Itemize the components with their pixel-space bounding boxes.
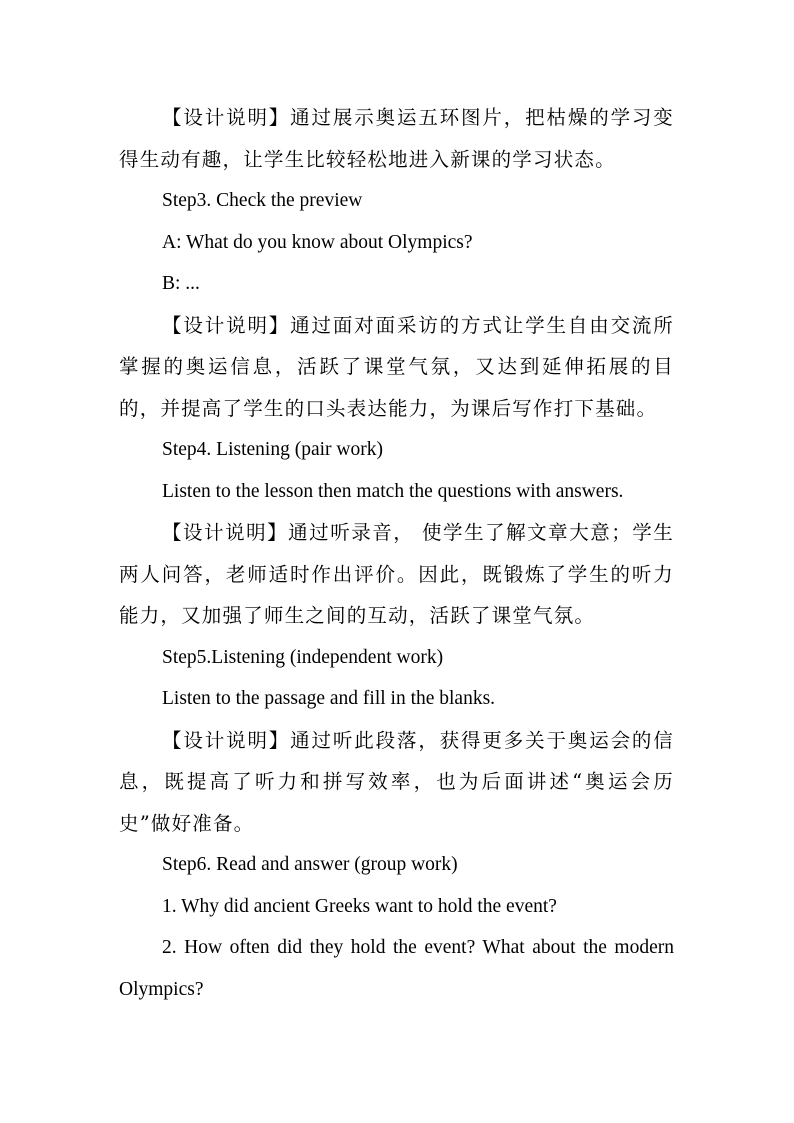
- document-page: [119, 97, 674, 1010]
- step-heading: Step5.Listening (independent work): [162, 646, 444, 668]
- instruction-line: Listen to the passage and fill in the blanks.: [162, 688, 496, 709]
- step-heading: Step4. Listening (pair work): [162, 439, 383, 460]
- dialogue-line: B: ...: [162, 273, 200, 294]
- question-line: 2. How often did they hold the event? What about the modern Olympics?: [119, 937, 674, 1000]
- question-line: 1. Why did ancient Greeks want to hold the event?: [162, 895, 557, 917]
- design-note-paragraph: 【设计说明】通过听此段落，获得更多关于奥运会的信息，既提高了听力和拼写效率，也为后面讲述“奥运会历史”做好准备。: [119, 728, 674, 835]
- design-note-paragraph: 【设计说明】通过展示奥运五环图片，把枯燥的学习变得生动有趣，让学生比较轻松地进入新课的学习状态。: [119, 106, 674, 171]
- step-heading: Step3. Check the preview: [162, 190, 363, 211]
- step-heading: Step6. Read and answer (group work): [162, 854, 458, 875]
- design-note-paragraph: 【设计说明】通过面对面采访的方式让学生自由交流所掌握的奥运信息，活跃了课堂气氛，又达到延伸拓展的目的，并提高了学生的口头表达能力，为课后写作打下基础。: [119, 313, 674, 420]
- design-note-paragraph: 【设计说明】通过听录音， 使学生了解文章大意；学生两人问答，老师适时作出评价。因此，既锻炼了学生的听力能力，又加强了师生之间的互动，活跃了课堂气氛。: [119, 521, 674, 627]
- dialogue-line: A: What do you know about Olympics?: [162, 231, 473, 253]
- instruction-line: Listen to the lesson then match the questions with answers.: [162, 480, 624, 502]
